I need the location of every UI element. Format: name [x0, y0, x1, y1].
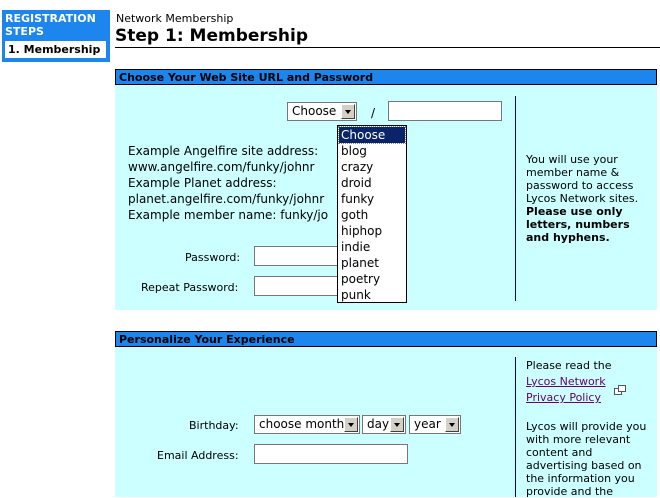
dropdown-option-crazy[interactable]: crazy: [341, 160, 374, 174]
member-name-note-bold: Please use only letters, numbers and hyphens.: [526, 205, 630, 244]
chevron-down-icon: [445, 417, 459, 432]
section-header-personalize: [115, 331, 657, 347]
example-angelfire-url: www.angelfire.com/funky/johnr: [128, 160, 315, 174]
birth-year-value: year: [414, 417, 441, 431]
info-note: Lycos will provide you with more relevant content and advertising based on the information you provide and the: [526, 420, 647, 498]
new-window-icon[interactable]: [614, 385, 626, 395]
dropdown-option-blog[interactable]: blog: [341, 144, 367, 158]
sidebar-item-membership[interactable]: [5, 41, 106, 58]
dropdown-option-poetry[interactable]: poetry: [341, 272, 381, 286]
example-planet-url: planet.angelfire.com/funky/johnr: [128, 192, 325, 206]
privacy-policy-link-line1[interactable]: Lycos Network: [526, 375, 606, 388]
section-header-url-password: [115, 69, 657, 85]
example-member-name: Example member name: funky/jo: [128, 208, 329, 222]
title-divider: [115, 47, 660, 48]
sidebar-item-membership-label: 1. Membership: [8, 43, 101, 56]
dropdown-option-hiphop[interactable]: hiphop: [341, 224, 383, 238]
birth-month-value: choose month: [259, 417, 345, 431]
section2-divider: [515, 357, 516, 497]
dropdown-option-goth[interactable]: goth: [341, 208, 369, 222]
dropdown-option-choose[interactable]: Choose: [339, 127, 405, 143]
chevron-down-icon: [390, 417, 404, 432]
dropdown-option-droid[interactable]: droid: [341, 176, 372, 190]
example-text-block: [128, 143, 328, 223]
birthday-label: Birthday:: [189, 419, 239, 432]
url-category-select-value: Choose: [292, 104, 337, 118]
privacy-policy-link-line2[interactable]: Privacy Policy: [526, 391, 601, 404]
url-category-select[interactable]: [287, 102, 357, 121]
registration-steps-title-line1: REGISTRATION: [5, 12, 96, 25]
dropdown-option-punk[interactable]: punk: [341, 288, 371, 302]
example-angelfire-label: Example Angelfire site address:: [128, 144, 319, 158]
birth-day-value: day: [367, 417, 390, 431]
breadcrumb: Network Membership: [116, 12, 234, 25]
email-label: Email Address:: [157, 449, 239, 462]
member-name-note: [526, 153, 654, 244]
privacy-note-text: Please read the: [526, 359, 612, 372]
registration-steps-title-line2: STEPS: [5, 25, 44, 38]
page-title: Step 1: Membership: [115, 26, 308, 46]
privacy-note: [526, 359, 654, 404]
member-name-note-text: You will use your member name & password to access Lycos Network sites.: [526, 153, 639, 205]
dropdown-option-indie[interactable]: indie: [341, 240, 371, 254]
url-category-dropdown[interactable]: [337, 125, 407, 303]
chevron-down-icon: [344, 417, 358, 432]
section-heading-url-password: Choose Your Web Site URL and Password: [119, 71, 374, 84]
section-heading-personalize: Personalize Your Experience: [119, 333, 295, 346]
birth-year-select[interactable]: [409, 415, 461, 434]
url-slash: /: [371, 106, 376, 120]
dropdown-option-planet[interactable]: planet: [341, 256, 379, 270]
section1-divider: [515, 96, 516, 301]
email-field[interactable]: [254, 444, 408, 464]
birth-day-select[interactable]: [362, 415, 406, 434]
password-label: Password:: [185, 251, 241, 264]
birth-month-select[interactable]: [254, 415, 360, 434]
dropdown-option-funky[interactable]: funky: [341, 192, 375, 206]
registration-steps-title: [5, 12, 109, 38]
chevron-down-icon: [341, 104, 355, 119]
site-name-input[interactable]: [388, 101, 502, 121]
example-planet-label: Example Planet address:: [128, 176, 277, 190]
repeat-password-label: Repeat Password:: [141, 281, 239, 294]
